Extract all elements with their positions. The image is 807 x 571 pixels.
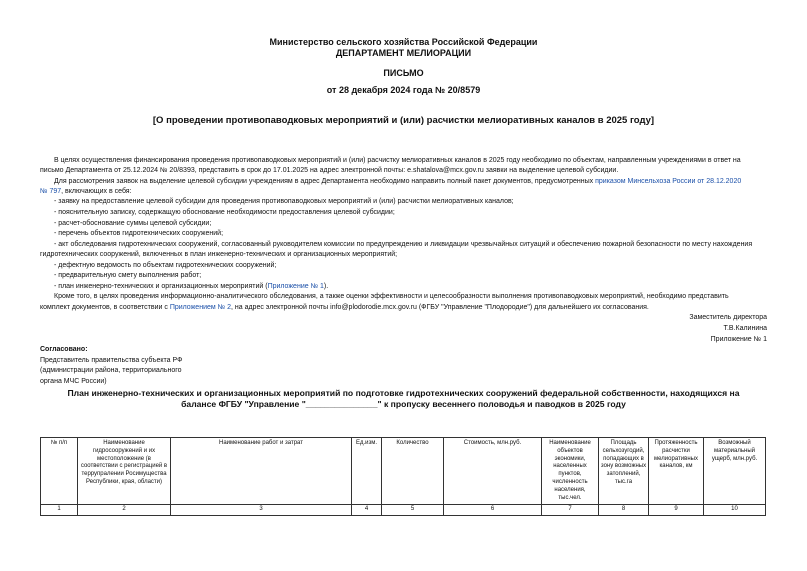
plan-table — [40, 437, 766, 516]
column-header: Площадь сельхозугодий, попадающих в зону возможных затоплений, тыс.га — [599, 438, 649, 505]
column-header: Протяженность расчистки мелиоративных каналов, км — [649, 438, 704, 505]
column-header: Наименование гидросооружений и их местоположение (в соответствии с регистрацией в террупралении Росимущества Республики, края, области) — [78, 438, 171, 505]
ministry-name: Министерство сельского хозяйства Российской Федерации — [269, 37, 538, 47]
paragraph-3-text: комплект документов, в соответствии с — [40, 304, 168, 311]
document-type: ПИСЬМО — [383, 68, 424, 78]
order-link[interactable]: приказом Минсельхоза России от 28.12.2020 — [595, 178, 742, 185]
column-number: 7 — [542, 505, 599, 516]
document-subject: [О проведении противопаводковых мероприятий и (или) расчистки мелиоративных каналов в 2025 году] — [152, 115, 655, 126]
column-header: Ед.изм. — [352, 438, 382, 505]
column-number: 10 — [704, 505, 766, 516]
list-item: - перечень объектов гидротехнических сооружений; — [54, 230, 224, 237]
paragraph-2-line-1 — [54, 177, 741, 187]
paragraph-3-end: , на адрес электронной почты info@plodorodie.mcx.gov.ru (ФГБУ "Управление "Плодородие") для дальнейшего их согласования. — [230, 304, 649, 311]
plan-title-line-2: балансе ФГБУ "Управление "_______________" к пропуску весеннего половодья и паводков в 2025 году — [181, 399, 626, 409]
paragraph-1-line-1: В целях осуществления финансирования проведения противопаводковых мероприятий и (или) расчистку мелиоративных каналов в 2025 году необходимо по объектам, направленным учреждениями в ответ на — [54, 157, 741, 164]
document-date-number: от 28 декабря 2024 года № 20/8579 — [326, 85, 481, 95]
agreed-line: Представитель правительства субъекта РФ — [40, 357, 183, 364]
paragraph-2-text: Для рассмотрения заявок на выделение целевой субсидии учреждениям в адрес Департамента необходимо направить полный пакет документов, предусмотренных — [54, 178, 594, 185]
column-number: 9 — [649, 505, 704, 516]
plan-title — [20, 388, 787, 410]
list-item: - предварительную смету выполнения работ; — [54, 272, 202, 279]
column-number: 1 — [41, 505, 78, 516]
column-number: 4 — [352, 505, 382, 516]
paragraph-1-line-2: письмо Департамента от 25.12.2024 № 20/8393, представить в срок до 17.01.2025 на адрес электронной почты: e.shatalova@mcx.gov.ru заявки на выделение целевой субсидии. — [40, 167, 619, 174]
signer-position: Заместитель директора — [689, 314, 767, 321]
appendix-label: Приложение № 1 — [710, 336, 767, 343]
order-number-link[interactable]: № 797 — [40, 188, 62, 195]
paragraph-2-line-2 — [40, 187, 132, 197]
paragraph-3-line-2 — [40, 303, 649, 313]
paragraph-3-line-1: Кроме того, в целях проведения информационно-аналитического обследования, а также оценки эффективности и целесообразности выполнения противопаводковых мероприятий, необходимо представить — [54, 293, 729, 300]
department-name: ДЕПАРТАМЕНТ МЕЛИОРАЦИИ — [335, 48, 472, 58]
agreed-title: Согласовано: — [40, 346, 88, 353]
column-header: Наименование работ и затрат — [171, 438, 352, 505]
column-header: № п/п — [41, 438, 78, 505]
list-item: - пояснительную записку, содержащую обоснование необходимости предоставления целевой субсидии; — [54, 209, 395, 216]
column-header: Наименование объектов экономики, населенных пунктов, численность населения, тыс.чел. — [542, 438, 599, 505]
list-item-end: ). — [323, 283, 329, 290]
list-item-text: - план инженерно-технических и организационных мероприятий ( — [54, 283, 268, 290]
column-header: Количество — [382, 438, 444, 505]
list-item-last — [54, 282, 328, 292]
column-number: 8 — [599, 505, 649, 516]
list-item: гидротехнических сооружений, включенных в план инженерно-технических и организационных мероприятий; — [40, 251, 398, 258]
plan-title-line-1: План инженерно-технических и организационных мероприятий по подготовке гидротехнических сооружений федеральной собственности, находящихся на — [67, 388, 740, 398]
column-header: Возможный материальный ущерб, млн.руб. — [704, 438, 766, 505]
column-number: 5 — [382, 505, 444, 516]
list-item: - акт обследования гидротехнических сооружений, согласованный руководителем комиссии по предупреждению и ликвидации чрезвычайных ситуаций и обеспечению пожарной безопасности по месту нахождения — [54, 241, 753, 248]
list-item: - расчет-обоснование суммы целевой субсидии; — [54, 220, 212, 227]
agreed-line: (администрации района, территориального — [40, 367, 182, 374]
column-number: 3 — [171, 505, 352, 516]
paragraph-2-tail: , включающих в себя: — [61, 188, 132, 195]
appendix-2-link[interactable]: Приложением № 2 — [169, 304, 231, 311]
column-number: 2 — [78, 505, 171, 516]
signer-name: Т.В.Калинина — [723, 325, 767, 332]
column-header: Стоимость, млн.руб. — [444, 438, 542, 505]
agreed-line: органа МЧС России) — [40, 378, 107, 385]
list-item: - заявку на предоставление целевой субсидии для проведения противопаводковых мероприятий и (или) расчистки мелиоративных каналов; — [54, 198, 514, 205]
list-item: - дефектную ведомость по объектам гидротехнических сооружений; — [54, 262, 277, 269]
appendix-1-link[interactable]: Приложение № 1 — [267, 283, 324, 290]
table-number-row — [41, 505, 766, 516]
column-number: 6 — [444, 505, 542, 516]
table-header-row — [41, 438, 766, 505]
